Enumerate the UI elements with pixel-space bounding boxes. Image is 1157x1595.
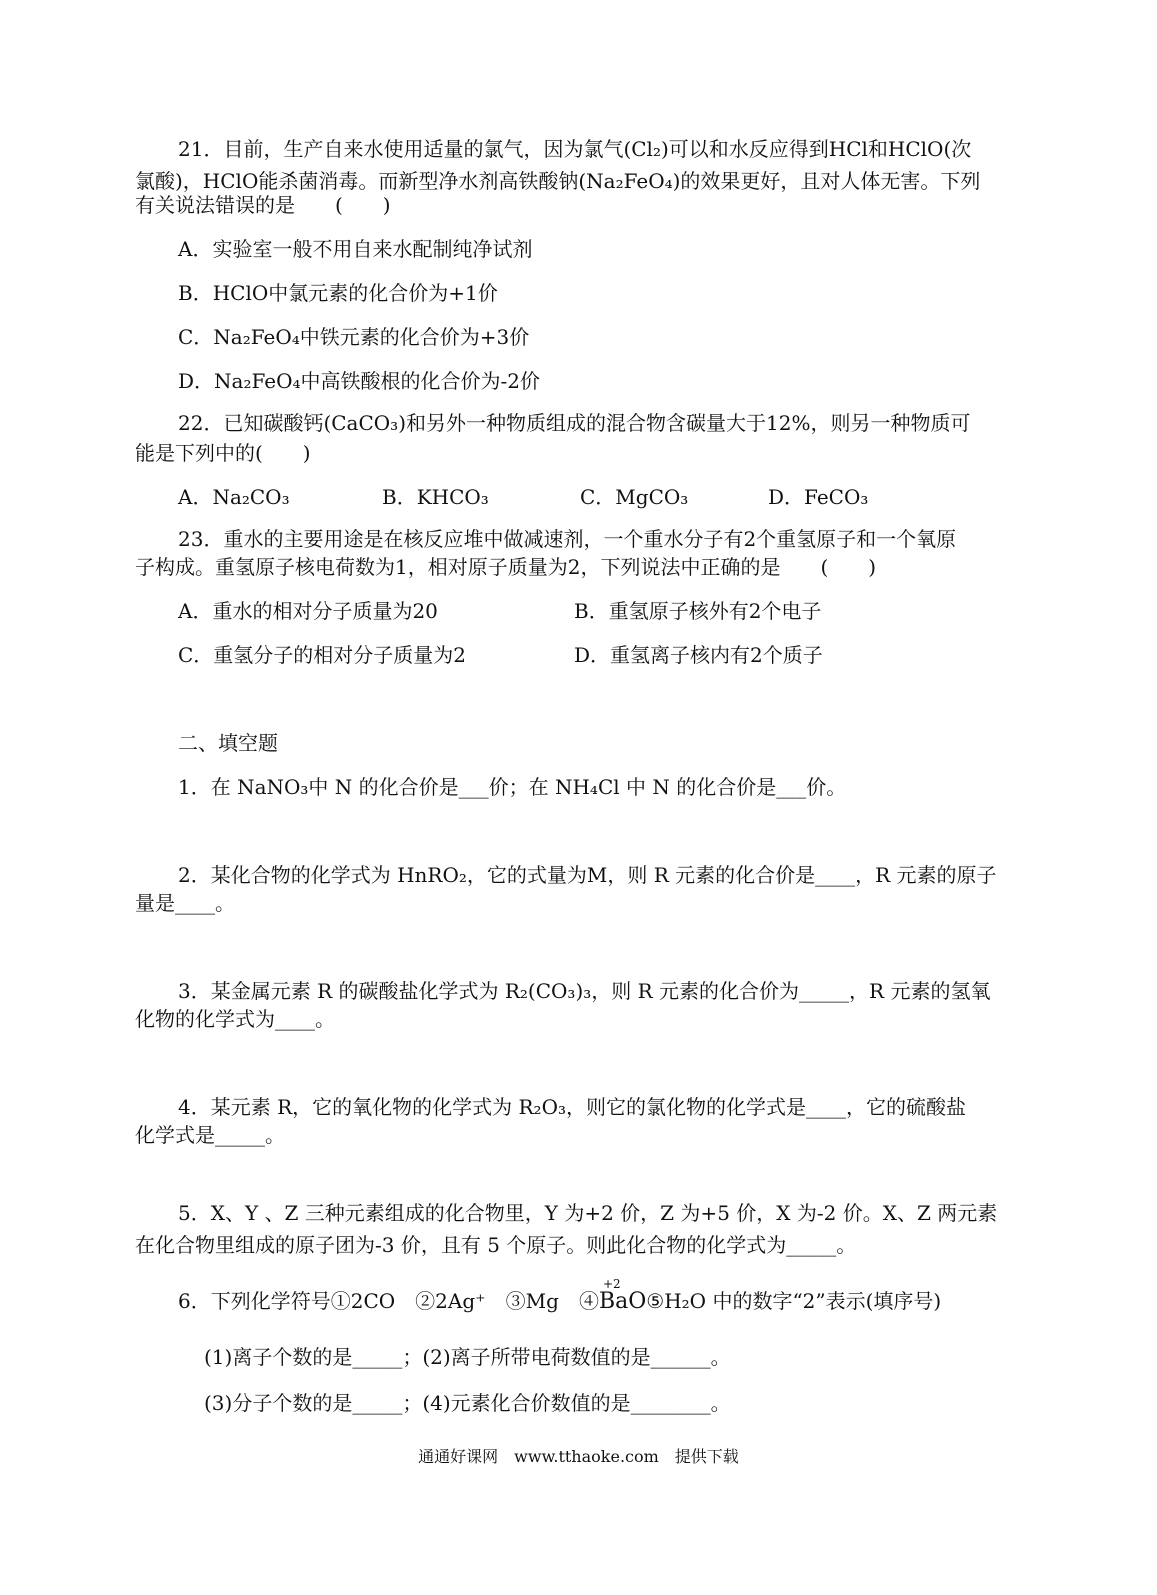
q22-option-a: A．Na₂CO₃ xyxy=(178,485,290,509)
q23-option-a: A．重水的相对分子质量为20 xyxy=(178,599,438,623)
q23-option-c: C．重氢分子的相对分子质量为2 xyxy=(178,643,467,667)
bao-valence: +2 xyxy=(602,1277,621,1291)
q23-line2: 子构成。重氢原子核电荷数为1，相对原子质量为2，下列说法中正确的是 ( ) xyxy=(135,555,877,579)
q21-line3: 有关说法错误的是 ( ) xyxy=(135,193,391,217)
fill-q3-line1: 3．某金属元素 R 的碳酸盐化学式为 R₂(CO₃)₃，则 R 元素的化合价为_____，R 元素的氢氧 xyxy=(178,979,991,1003)
q22-line1: 22．已知碳酸钙(CaCO₃)和另外一种物质组成的混合物含碳量大于12%，则另一种物质可 xyxy=(178,411,971,435)
q21-option-b: B．HClO中氯元素的化合价为+1价 xyxy=(178,281,498,305)
fill-q6-prefix: 6．下列化学符号①2CO ②2Ag⁺ ③Mg ④ xyxy=(178,1289,599,1313)
q21-line2: 氯酸)，HClO能杀菌消毒。而新型净水剂高铁酸钠(Na₂FeO₄)的效果更好，且对人体无害。下列 xyxy=(135,169,981,193)
fill-q2-line2: 量是____。 xyxy=(135,891,235,915)
fill-q6-sub2: (3)分子个数的是_____；(4)元素化合价数值的是________。 xyxy=(204,1391,731,1415)
q21-option-a: A．实验室一般不用自来水配制纯净试剂 xyxy=(178,237,533,261)
q21-option-d: D．Na₂FeO₄中高铁酸根的化合价为-2价 xyxy=(178,369,540,393)
fill-q4-line1: 4．某元素 R，它的氧化物的化学式为 R₂O₃，则它的氯化物的化学式是____，它的硫酸盐 xyxy=(178,1095,966,1119)
bao-formula xyxy=(598,1277,647,1315)
fill-q2-line1: 2．某化合物的化学式为 HnRO₂，它的式量为M，则 R 元素的化合价是____，R 元素的原子 xyxy=(178,863,997,887)
fill-q6-suffix: ⑤H₂O 中的数字“2”表示(填序号) xyxy=(646,1289,942,1313)
q23-option-b: B．重氢原子核外有2个电子 xyxy=(574,599,822,623)
bao-text: BaO xyxy=(598,1289,647,1314)
q22-option-c: C．MgCO₃ xyxy=(580,485,689,509)
q23-line1: 23．重水的主要用途是在核反应堆中做减速剂，一个重水分子有2个重氢原子和一个氧原 xyxy=(178,527,957,551)
q21-line1: 21．目前，生产自来水使用适量的氯气，因为氯气(Cl₂)可以和水反应得到HCl和HClO(次 xyxy=(178,137,972,161)
fill-q3-line2: 化物的化学式为____。 xyxy=(135,1007,335,1031)
fill-q5-line2: 在化合物里组成的原子团为-3 价，且有 5 个原子。则此化合物的化学式为_____。 xyxy=(135,1233,857,1257)
q22-option-b: B．KHCO₃ xyxy=(382,485,489,509)
fill-q4-line2: 化学式是_____。 xyxy=(135,1123,285,1147)
fill-q1: 1．在 NaNO₃中 N 的化合价是___价；在 NH₄Cl 中 N 的化合价是___价。 xyxy=(178,775,847,799)
fill-q6-sub1: (1)离子个数的是_____；(2)离子所带电荷数值的是______。 xyxy=(204,1345,731,1369)
section-heading: 二、填空题 xyxy=(178,731,278,755)
fill-q5-line1: 5．X、Y 、Z 三种元素组成的化合物里，Y 为+2 价，Z 为+5 价，X 为-2 价。X、Z 两元素 xyxy=(178,1201,998,1225)
q22-line2: 能是下列中的( ) xyxy=(135,441,311,465)
q21-option-c: C．Na₂FeO₄中铁元素的化合价为+3价 xyxy=(178,325,530,349)
q23-option-d: D．重氢离子核内有2个质子 xyxy=(574,643,823,667)
q22-option-d: D．FeCO₃ xyxy=(768,485,869,509)
fill-q6-line1 xyxy=(178,1277,942,1315)
page-footer: 通通好课网 www.tthaoke.com 提供下载 xyxy=(418,1447,739,1466)
